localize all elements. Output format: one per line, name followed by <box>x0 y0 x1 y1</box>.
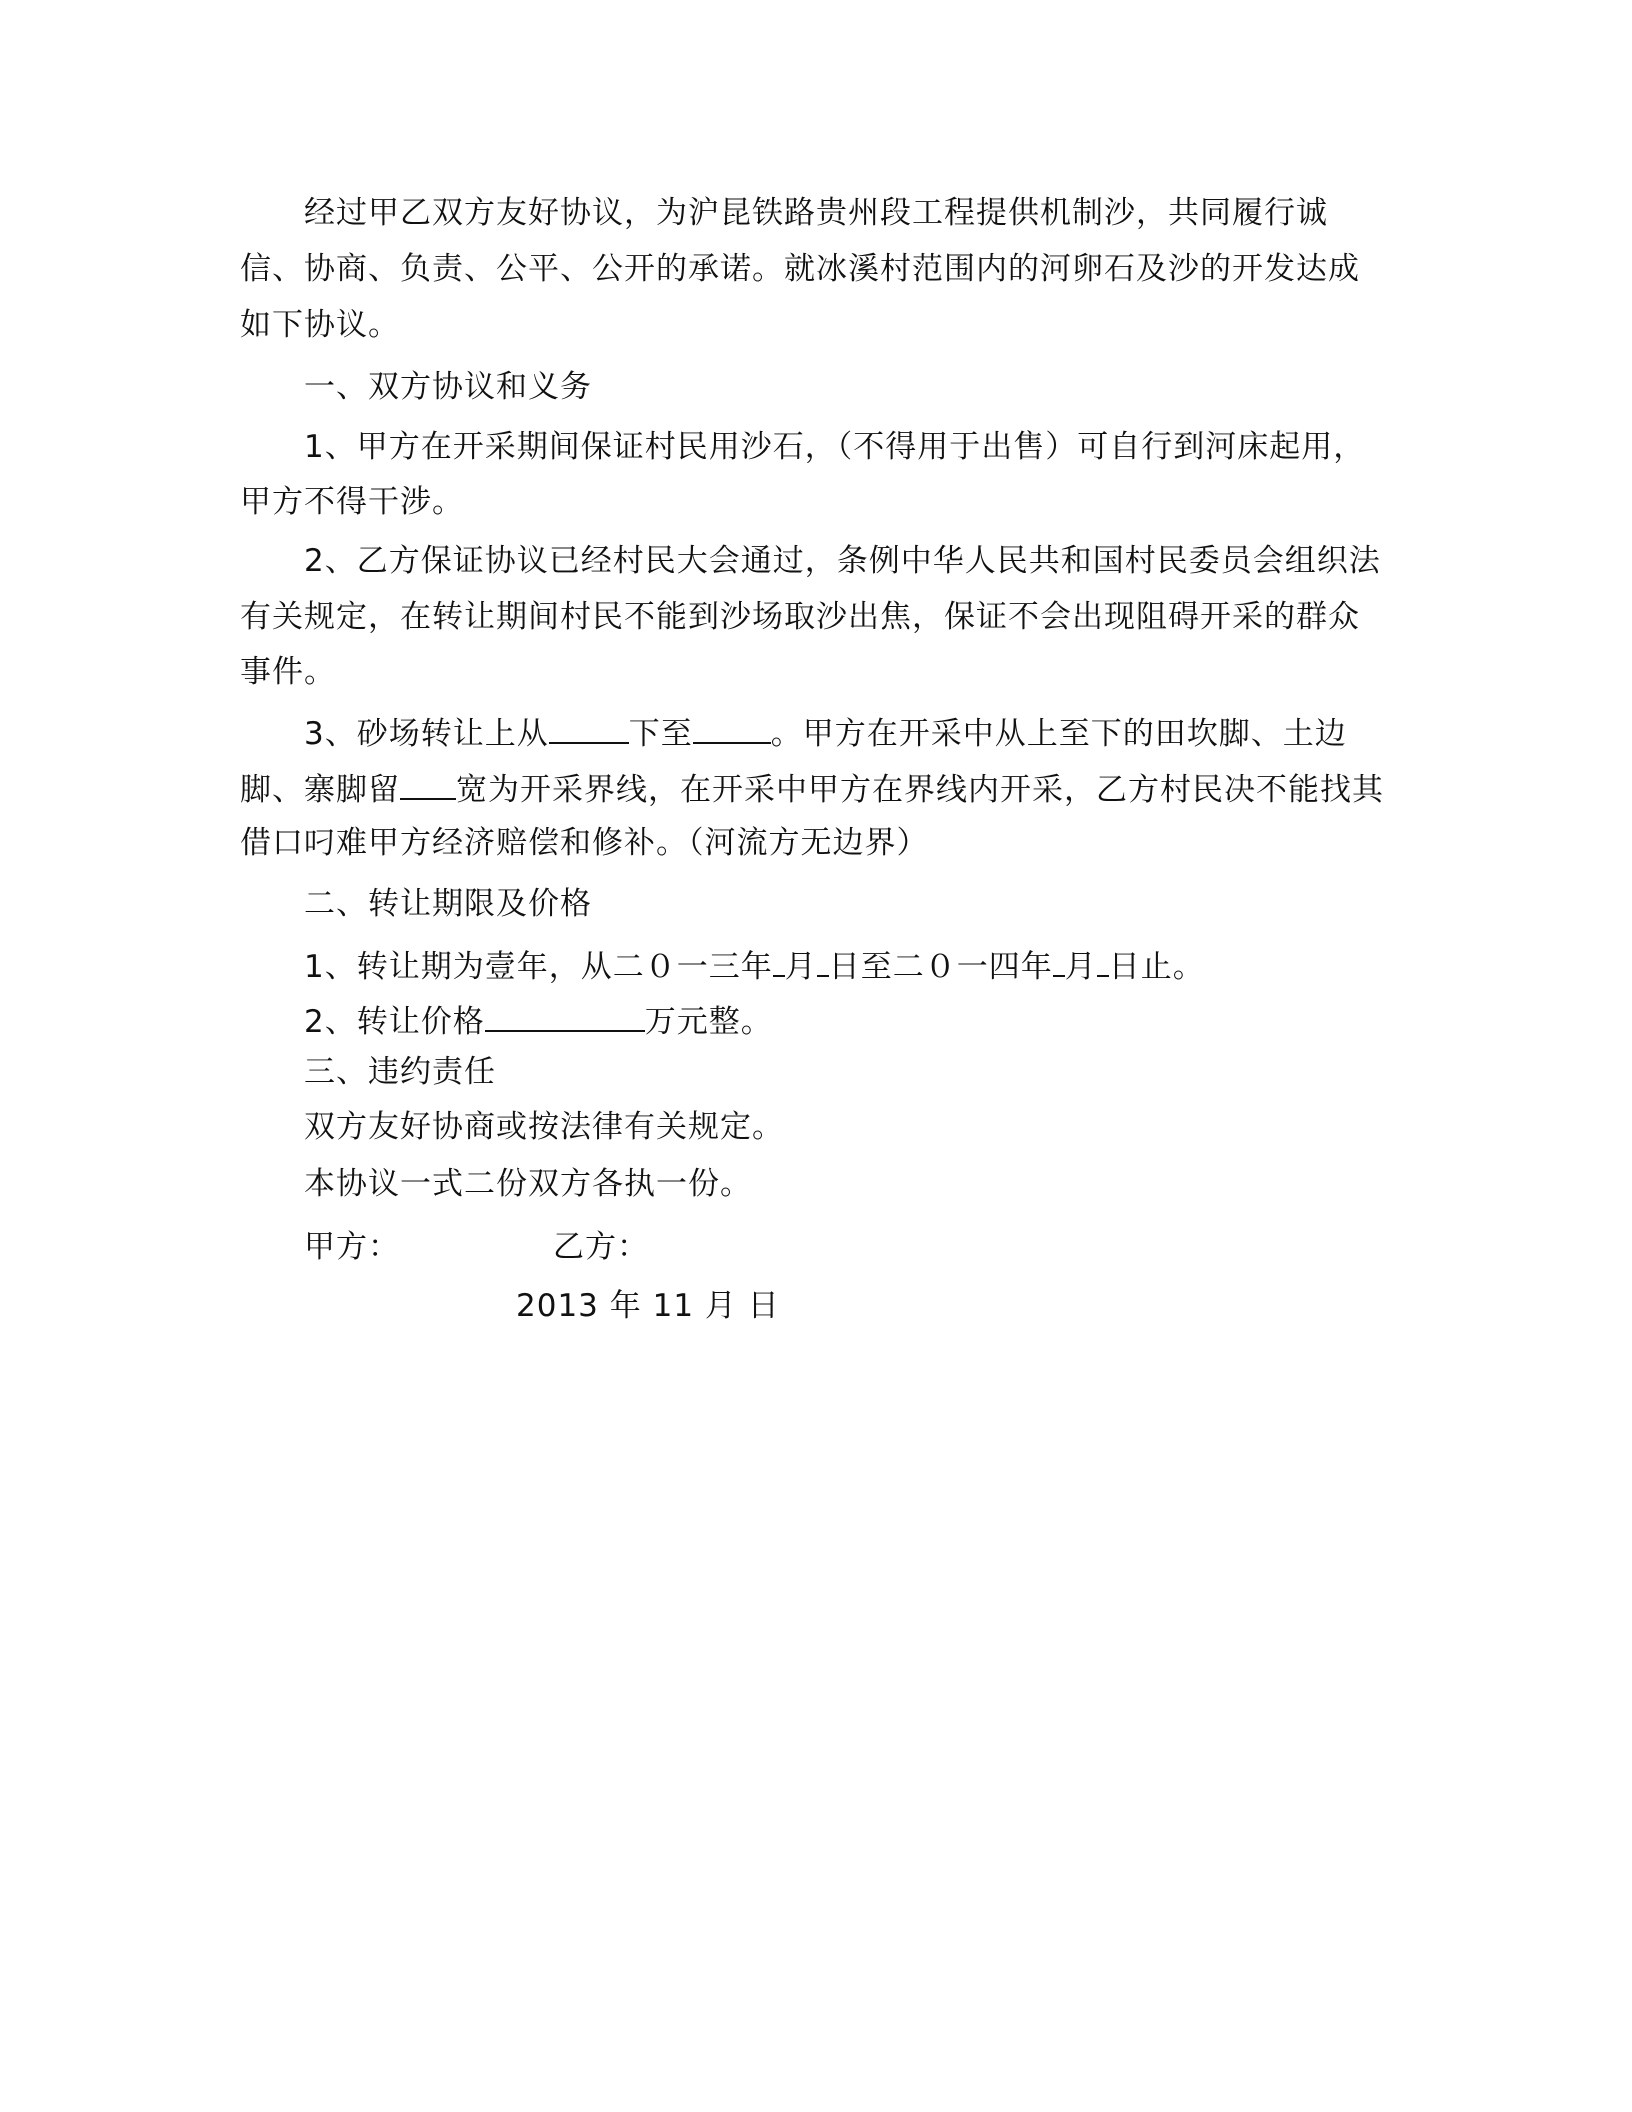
term-text-b: 月 <box>784 949 817 985</box>
section-3-text: 双方友好协商或按法律有关规定。 <box>304 1109 784 1145</box>
blank-end-day <box>1097 945 1109 977</box>
signing-date: 2013 年 11 月 日 <box>516 1288 780 1324</box>
item-3-text-d: 脚、寨脚留 <box>240 772 400 808</box>
copies-statement: 本协议一式二份双方各执一份。 <box>304 1166 752 1202</box>
section-1-item-1-line-2: 甲方不得干涉。 <box>240 484 464 520</box>
section-1-item-3-line-1 <box>304 712 1347 752</box>
intro-line-1: 经过甲乙双方友好协议，为沪昆铁路贵州段工程提供机制沙，共同履行诚 <box>304 195 1328 231</box>
intro-line-3: 如下协议。 <box>240 307 400 343</box>
section-2-item-2 <box>304 1000 773 1040</box>
term-text-d: 月 <box>1064 949 1097 985</box>
item-3-text-a: 3、砂场转让上从 <box>304 716 549 752</box>
term-text-a: 1、转让期为壹年，从二０一三年 <box>304 949 773 985</box>
blank-start-month <box>773 945 785 977</box>
section-2-heading: 二、转让期限及价格 <box>304 886 592 922</box>
term-text-e: 日止。 <box>1108 949 1205 985</box>
blank-price <box>485 1000 645 1032</box>
blank-lower-bound <box>693 712 771 744</box>
signature-party-b: 乙方： <box>553 1229 649 1265</box>
section-3-heading: 三、违约责任 <box>304 1054 496 1090</box>
section-1-item-2-line-2: 有关规定，在转让期间村民不能到沙场取沙出焦，保证不会出现阻碍开采的群众 <box>240 599 1360 635</box>
intro-line-2: 信、协商、负责、公平、公开的承诺。就冰溪村范围内的河卵石及沙的开发达成 <box>240 251 1360 287</box>
section-1-item-2-line-3: 事件。 <box>240 654 336 690</box>
price-text-b: 万元整。 <box>644 1004 773 1040</box>
section-1-item-3-line-3: 借口叼难甲方经济赔偿和修补。（河流方无边界） <box>240 825 929 861</box>
signature-party-a: 甲方： <box>304 1229 400 1265</box>
item-3-text-e: 宽为开采界线，在开采中甲方在界线内开采，乙方村民决不能找其 <box>456 772 1384 808</box>
blank-end-month <box>1053 945 1065 977</box>
term-text-c: 日至二０一四年 <box>828 949 1053 985</box>
item-3-text-c: 。甲方在开采中从上至下的田坎脚、土边 <box>770 716 1347 752</box>
blank-start-day <box>817 945 829 977</box>
blank-upper-bound <box>549 712 629 744</box>
section-1-item-1-line-1: 1、甲方在开采期间保证村民用沙石，（不得用于出售）可自行到河床起用， <box>304 429 1366 465</box>
blank-width <box>400 768 456 800</box>
section-1-heading: 一、双方协议和义务 <box>304 369 592 405</box>
item-3-text-b: 下至 <box>628 716 693 752</box>
price-text-a: 2、转让价格 <box>304 1004 485 1040</box>
section-1-item-3-line-2 <box>240 768 1384 808</box>
section-2-item-1 <box>304 945 1205 985</box>
section-1-item-2-line-1: 2、乙方保证协议已经村民大会通过，条例中华人民共和国村民委员会组织法 <box>304 543 1381 579</box>
